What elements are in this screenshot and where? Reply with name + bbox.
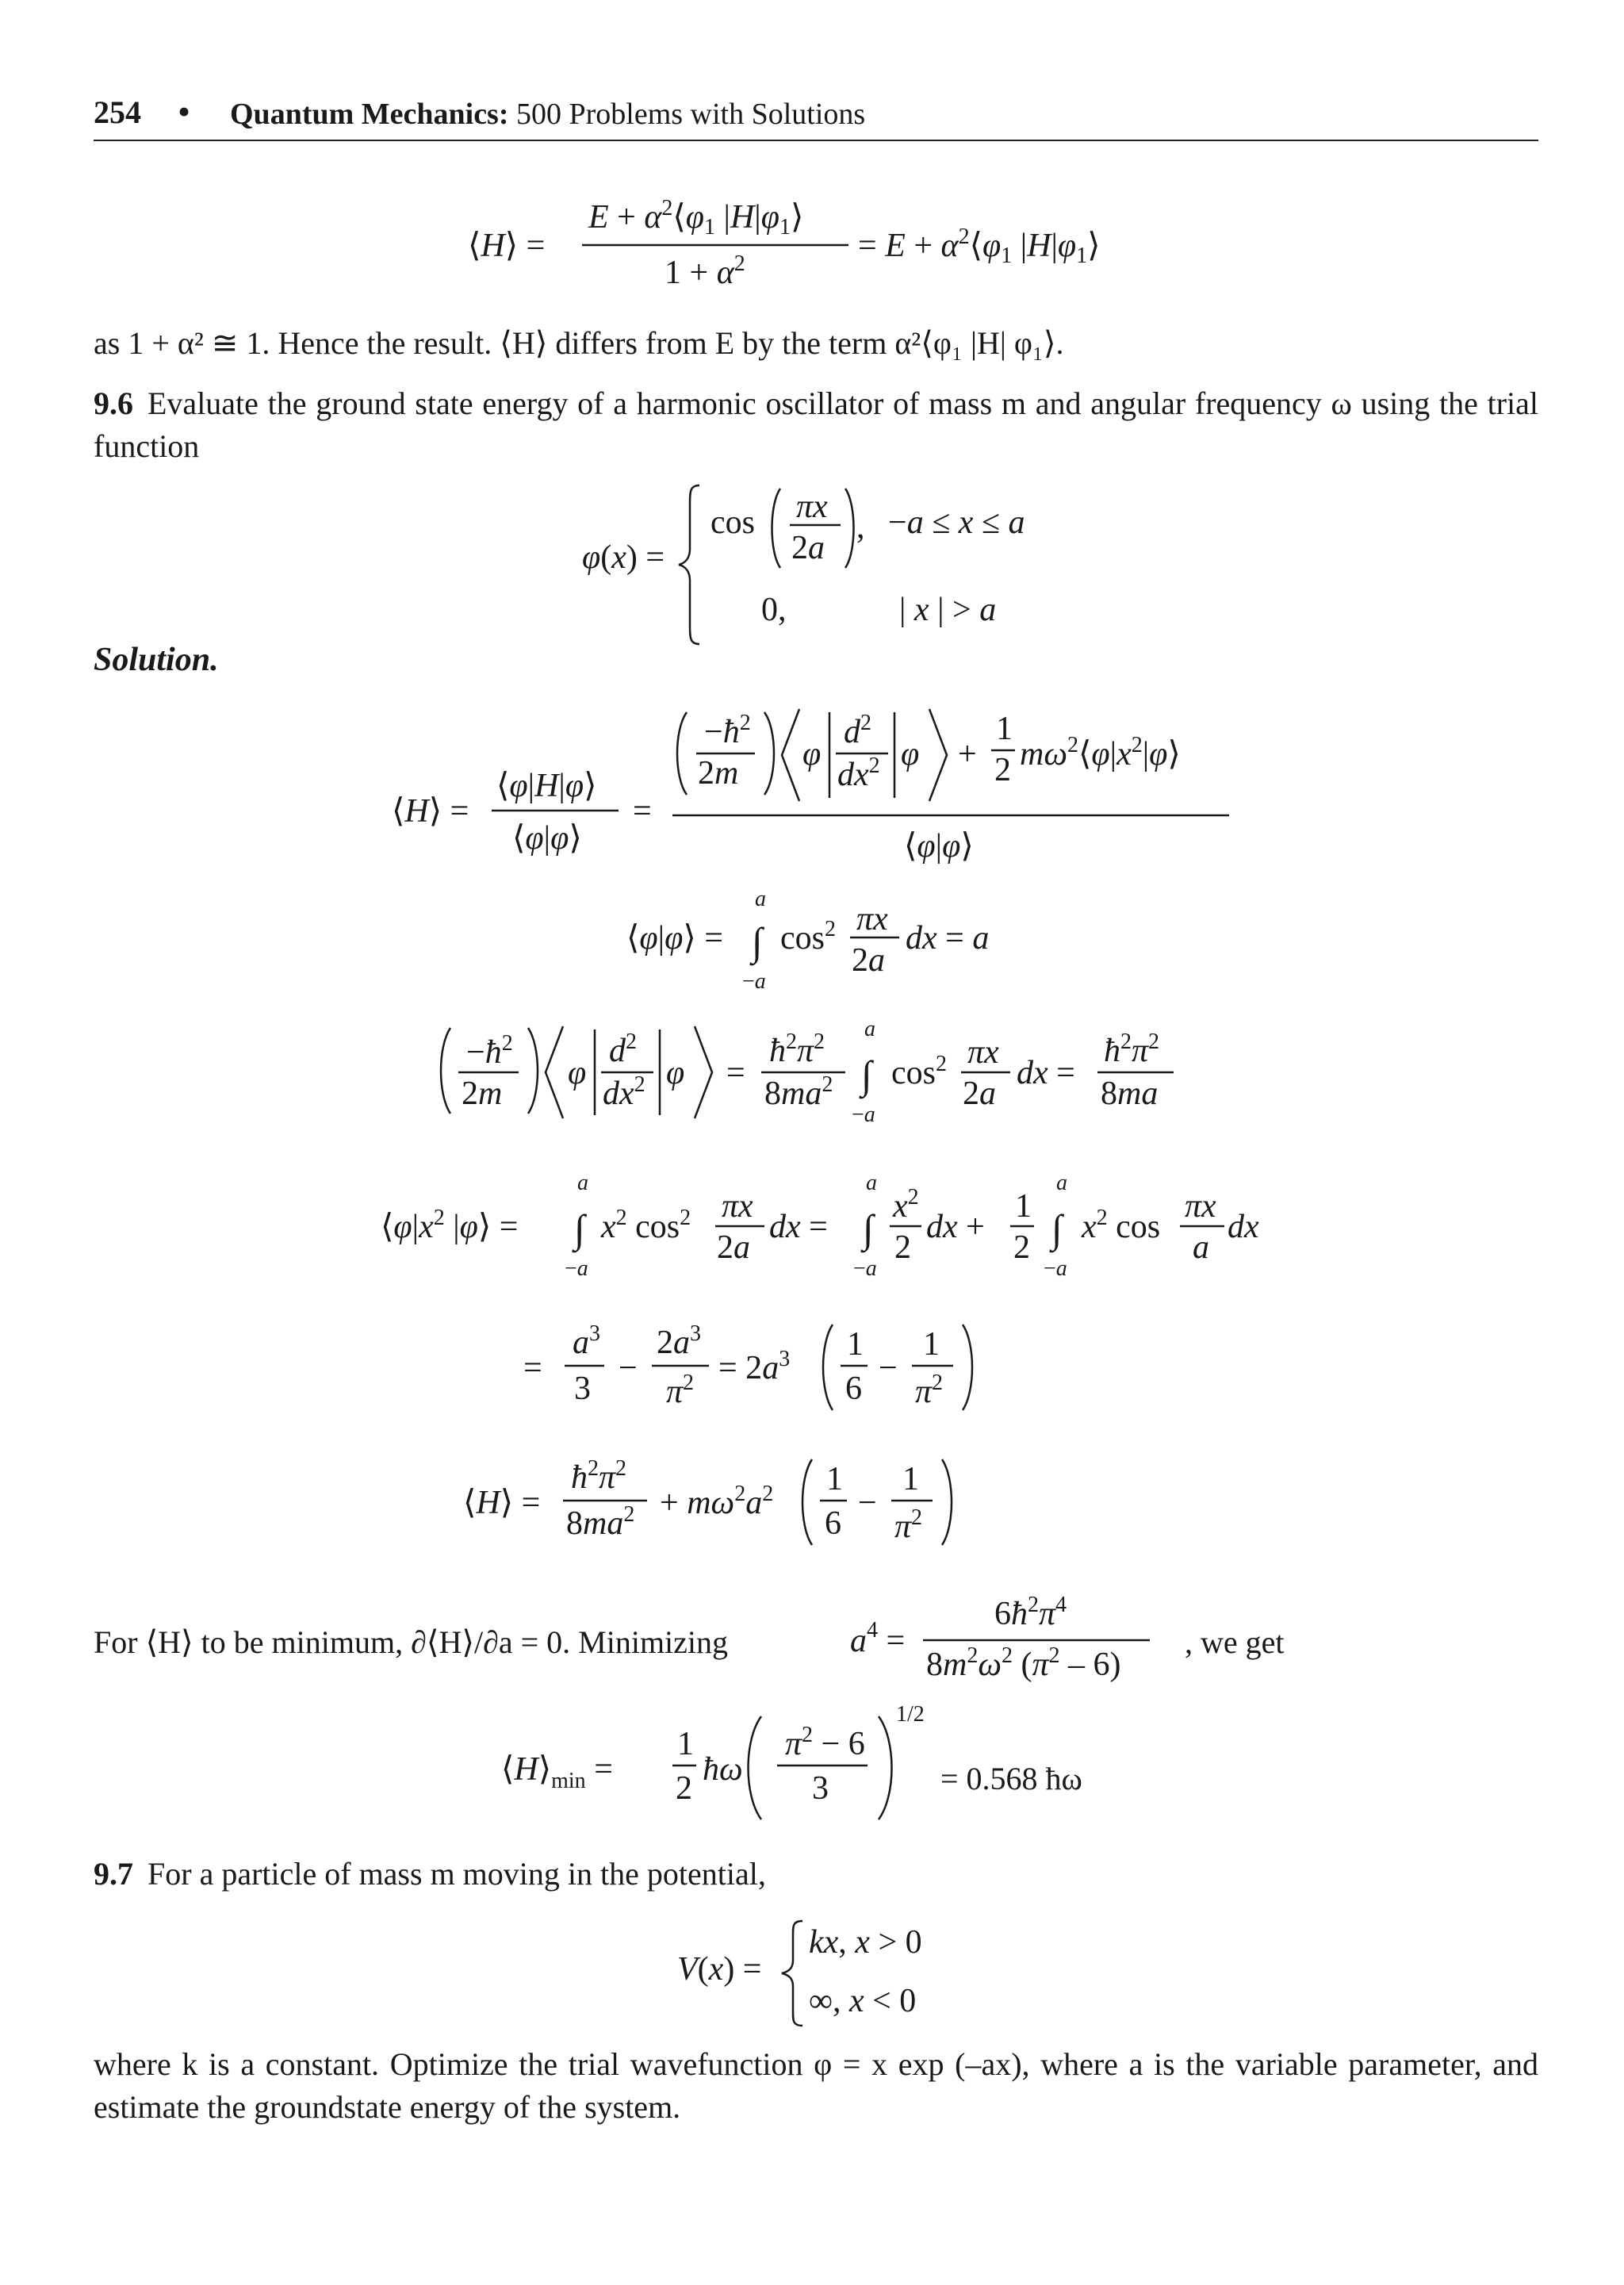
svg-text:2a3: $2a^3$	[657, 1321, 701, 1361]
svg-text:cos2: $\cos^2$	[780, 917, 836, 957]
equation-trial-function	[571, 476, 1126, 650]
svg-text:6ħ2π4: $6ħ^2\pi^4$	[994, 1593, 1067, 1632]
svg-text:a: a	[866, 1171, 877, 1195]
svg-text:1/2: 1/2	[896, 1702, 925, 1727]
continuation-line: as 1 + α² ≅ 1. Hence the result. ⟨H⟩ differs from E by the term α²⟨φ₁ |H| φ₁⟩.	[94, 325, 1064, 361]
svg-text:−a: −a	[565, 1256, 588, 1281]
svg-text:1: 1	[1015, 1188, 1032, 1225]
svg-text:πx: πx	[1185, 1188, 1216, 1225]
equation-x-squared-result	[515, 1309, 1071, 1428]
svg-text:1: 1	[923, 1326, 940, 1363]
svg-text:−a: −a	[742, 969, 766, 994]
book-title-bold: Quantum Mechanics:	[230, 98, 509, 131]
svg-text:2a: 2a	[791, 530, 825, 566]
problem-9-7	[94, 1853, 1538, 1896]
svg-text:ħω: ħω	[703, 1751, 743, 1788]
book-title	[230, 97, 865, 132]
svg-text:dx2: $dx^2$	[837, 753, 880, 793]
svg-text:⟨H⟩ =: ⟨H⟩ =	[463, 1485, 541, 1521]
problem-9-6	[94, 382, 1538, 468]
problem-number: 9.6	[94, 385, 133, 421]
equation-x-squared	[373, 1171, 1324, 1290]
svg-text:−a: −a	[853, 1256, 877, 1281]
svg-text:cos2: $\cos^2$	[891, 1052, 947, 1091]
svg-text:πx: πx	[796, 489, 828, 525]
svg-text:a4 =: $a^4$ =	[850, 1618, 906, 1659]
svg-text:+ mω2a2: + $m\omega^2a^2$	[660, 1482, 774, 1521]
svg-text:6: 6	[845, 1371, 862, 1407]
svg-text:1: 1	[677, 1726, 694, 1762]
svg-text:dx =: dx =	[769, 1209, 828, 1245]
svg-text:6: 6	[825, 1505, 841, 1542]
svg-text:−a: −a	[1044, 1256, 1067, 1281]
svg-text:8m2ω2 (π2 – 6): $8m^2\omega^2$ $(\pi^2 - 6)$	[926, 1643, 1121, 1683]
svg-text:1: 1	[902, 1461, 919, 1497]
svg-text:3: 3	[812, 1770, 829, 1807]
svg-text:3: 3	[574, 1371, 591, 1407]
svg-text:E + α2⟨φ1 |H|φ1⟩: $E + \alpha^2⟨\varphi 1$ |H|φ1⟩	[588, 196, 804, 240]
followup-text: where k is a constant. Optimize the trial wavefunction φ = x exp (–ax), where a is the variable parameter, and estimate the groundstate energy of the system.	[94, 2046, 1538, 2125]
svg-text:πx: πx	[722, 1188, 753, 1225]
svg-text:V(x) =: V(x) =	[677, 1951, 762, 1988]
book-title-rest: 500 Problems with Solutions	[508, 98, 866, 131]
svg-text:π2: $\pi^2$	[915, 1371, 944, 1410]
svg-text:2: 2	[994, 752, 1011, 788]
svg-text:2m: 2m	[698, 755, 739, 792]
svg-text:ħ2π2: $ħ^2\pi^2$	[769, 1029, 825, 1069]
svg-text:dx =: dx =	[1017, 1055, 1075, 1091]
svg-text:−: −	[879, 1350, 898, 1386]
svg-text:2: 2	[894, 1229, 911, 1266]
svg-text:d2: $d^2$	[609, 1029, 637, 1069]
svg-text:a: a	[755, 887, 766, 911]
equation-norm	[619, 888, 1094, 999]
svg-text:x2 cos: $x^2$ cos	[1082, 1206, 1161, 1245]
svg-text:cos: cos	[710, 504, 755, 541]
svg-text:2m: 2m	[462, 1075, 503, 1112]
svg-text:d2: $d^2$	[844, 711, 871, 750]
problem-statement: For a particle of mass m moving in the potential,	[147, 1856, 766, 1892]
svg-text:dx +: dx +	[926, 1209, 985, 1245]
svg-text:φ: φ	[666, 1055, 685, 1091]
svg-text:2a: 2a	[852, 942, 885, 979]
svg-text:=: =	[726, 1055, 745, 1091]
svg-text:a: a	[577, 1171, 588, 1195]
svg-text:−a: −a	[852, 1102, 875, 1127]
continuation-text	[94, 322, 1538, 365]
svg-text:1: 1	[996, 711, 1013, 747]
page-header	[94, 91, 1538, 141]
svg-text:−: −	[619, 1350, 638, 1386]
svg-text:∫: ∫	[1051, 1206, 1063, 1251]
svg-text:= E + α2⟨φ1 |H|φ1⟩: = $E + \alpha^2⟨\varphi 1$ |H|φ1⟩	[858, 224, 1101, 268]
svg-text:φ(x) =: φ(x) =	[582, 539, 665, 576]
minimum-text-line: For ⟨H⟩ to be minimum, ∂⟨H⟩/∂a = 0. Minimizing	[94, 1624, 729, 1660]
svg-text:⟨φ|H|φ⟩: ⟨φ|H|φ⟩	[496, 768, 597, 804]
svg-text:ħ2π2: $ħ^2\pi^2$	[1104, 1029, 1160, 1069]
svg-text:=: =	[633, 793, 652, 830]
svg-text:φ: φ	[568, 1055, 587, 1091]
equation-minimizing-a	[844, 1586, 1177, 1697]
equation-expectation-h	[444, 194, 1158, 305]
svg-text:∫: ∫	[861, 1052, 872, 1097]
header-bullet: •	[178, 91, 191, 132]
solution-label: Solution.	[94, 642, 219, 678]
problem-statement: Evaluate the ground state energy of a harmonic oscillator of mass m and angular frequency ω using the trial function	[94, 385, 1538, 464]
svg-text:8ma2: $8ma^2$	[764, 1072, 833, 1112]
svg-text:φ: φ	[802, 736, 822, 773]
svg-text:π2 − 6: $\pi^2 - 6$	[785, 1723, 865, 1762]
svg-text:mω2⟨φ|x2|φ⟩: $m\omega^2⟨\varphi|x^2|\varphi⟩$	[1020, 733, 1181, 773]
svg-text:⟨φ|x2 |φ⟩ =: $⟨\varphi|x^2$ |φ⟩ =	[381, 1206, 519, 1245]
svg-text:2: 2	[676, 1770, 692, 1807]
svg-text:dx2: $dx^2$	[603, 1072, 645, 1112]
svg-text:πx: πx	[856, 901, 888, 937]
svg-text:dx = a: dx = a	[906, 920, 990, 957]
svg-text:⟨H⟩ =: ⟨H⟩ =	[392, 793, 469, 830]
svg-text:2a: 2a	[717, 1229, 750, 1266]
svg-text:| x | > a: | x | > a	[899, 592, 997, 628]
svg-text:π2: $\pi^2$	[894, 1505, 923, 1545]
svg-text:+: +	[958, 736, 977, 773]
svg-text:⟨φ|φ⟩: ⟨φ|φ⟩	[904, 828, 974, 865]
equation-h-total	[452, 1443, 1086, 1562]
minimum-text-after	[1185, 1621, 1285, 1664]
svg-text:0,: 0,	[761, 592, 787, 628]
svg-text:a: a	[1193, 1229, 1209, 1266]
svg-text:=: =	[523, 1350, 542, 1386]
svg-text:φ: φ	[901, 736, 920, 773]
svg-text:kx, x > 0: kx, x > 0	[809, 1924, 922, 1961]
svg-text:−a ≤ x ≤ a: −a ≤ x ≤ a	[888, 504, 1025, 541]
equation-potential	[666, 1911, 983, 2030]
svg-text:2a: 2a	[963, 1075, 996, 1112]
svg-text:x2: $x^2$	[893, 1185, 919, 1225]
svg-text:∞, x < 0: ∞, x < 0	[809, 1983, 917, 2019]
problem-9-7-followup	[94, 2043, 1538, 2129]
svg-text:πx: πx	[967, 1034, 999, 1071]
svg-text:π2: $\pi^2$	[666, 1371, 695, 1410]
minimum-text-after-line: , we get	[1185, 1624, 1285, 1660]
svg-text:= 2a3: = $2a^3$	[718, 1347, 791, 1386]
svg-text:−: −	[858, 1485, 877, 1521]
result-value: = 0.568 ħω	[940, 1761, 1082, 1796]
svg-text:∫: ∫	[752, 919, 763, 964]
equation-h-ratio	[381, 698, 1253, 880]
svg-text:⟨φ|φ⟩ =: ⟨φ|φ⟩ =	[626, 920, 723, 957]
svg-text:8ma2: $8ma^2$	[566, 1502, 635, 1542]
svg-text:−ħ2: $-ħ^2$	[466, 1031, 513, 1071]
svg-text:1: 1	[847, 1326, 864, 1363]
svg-text:−ħ2: $-ħ^2$	[704, 711, 751, 750]
page-number: 254	[94, 94, 141, 130]
svg-text:1: 1	[826, 1461, 843, 1497]
svg-text:x2 cos2: $x^2$ $\cos^2$	[601, 1206, 691, 1245]
problem-number: 9.7	[94, 1856, 133, 1892]
svg-text:a: a	[1056, 1171, 1067, 1195]
svg-text:∫: ∫	[574, 1206, 585, 1251]
svg-text:⟨H⟩ =: ⟨H⟩ =	[468, 228, 546, 264]
svg-text:dx: dx	[1228, 1209, 1259, 1245]
svg-text:∫: ∫	[863, 1206, 874, 1251]
svg-text:2: 2	[1013, 1229, 1030, 1266]
svg-text:8ma: 8ma	[1101, 1075, 1159, 1112]
result-text	[940, 1758, 1082, 1800]
svg-text:⟨φ|φ⟩: ⟨φ|φ⟩	[512, 820, 582, 857]
equation-kinetic	[412, 1015, 1205, 1142]
svg-text:⟨H⟩min =: $⟨H⟩_{min}$ =	[501, 1751, 613, 1793]
svg-text:1 + α2: $1 + \alpha^2$	[665, 251, 745, 291]
minimum-text-before	[94, 1621, 728, 1664]
svg-text:a: a	[864, 1017, 875, 1041]
svg-text:,: ,	[856, 509, 865, 546]
svg-text:ħ2π2: $ħ^2\pi^2$	[571, 1456, 627, 1496]
svg-text:a3: $a^3$	[573, 1321, 600, 1361]
